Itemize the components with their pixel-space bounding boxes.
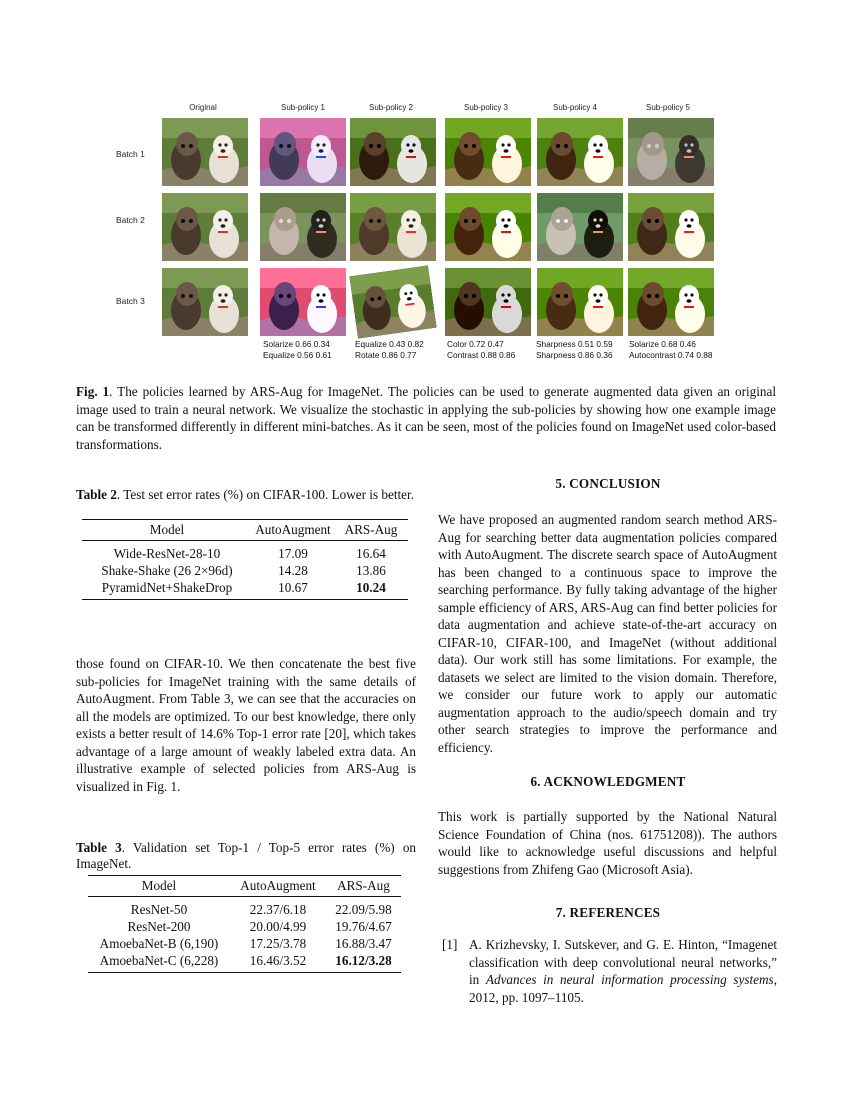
reference-tail: , 2012, pp. 1097–1105.	[469, 972, 777, 1005]
dog-image-thumbnail	[260, 268, 346, 336]
dog-image-thumbnail	[260, 193, 346, 261]
dog-image-thumbnail	[445, 193, 531, 261]
column-header-sub-policy-1: Sub-policy 1	[280, 103, 326, 112]
table-cell: 22.09/5.98	[335, 902, 392, 917]
dog-image-thumbnail	[260, 118, 346, 186]
table-cell: 10.24	[356, 580, 386, 595]
table-header-cell: ARS-Aug	[337, 878, 390, 893]
table-cell: ResNet-200	[127, 919, 191, 934]
column-header-original: Original	[189, 103, 217, 112]
ops-sub-policy-5	[629, 339, 713, 361]
table-header-cell: Model	[141, 878, 177, 893]
dog-image-thumbnail	[350, 193, 436, 261]
dog-image-thumbnail	[349, 266, 436, 339]
table-cell: Wide-ResNet-28-10	[113, 546, 221, 561]
table-row	[88, 952, 401, 973]
table-2-label: Table 2	[76, 487, 117, 502]
table-header-cell: Model	[149, 522, 185, 537]
dog-image-thumbnail	[350, 118, 436, 186]
dog-image-thumbnail	[537, 268, 623, 336]
table-cell: 16.64	[356, 546, 386, 561]
op-line: Sharpness 0.86 0.36	[536, 350, 613, 360]
conclusion-text: We have proposed an augmented random search method ARS-Aug for searching better data augmentation policies compared with AutoAugment. The discrete search space of AutoAugment has been changed to a continuous space to improve the searching performance. By fully taking advantage of the higher sample efficiency of ARS, ARS-Aug can find better policies for data augmentation and achieve state-of-the-art accuracy on CIFAR-10, CIFAR-100, and ImageNet (without additional data). Our work still has some limitations. For example, the datasets we select are limited to the vision domain. Therefore, we consider our future work to apply our automatic augmentation approach to the audio/speech domain and try other search strategies to improve the performance and efficiency.	[438, 512, 777, 755]
reference-body	[469, 936, 777, 1006]
dog-image-thumbnail	[628, 118, 714, 186]
table-row	[82, 562, 408, 579]
table-cell: 17.25/3.78	[249, 936, 307, 951]
row-label-batch-2: Batch 2	[116, 215, 145, 225]
table-cell: 20.00/4.99	[249, 919, 307, 934]
op-line: Solarize 0.66 0.34	[263, 339, 330, 349]
dog-image-thumbnail	[162, 118, 248, 186]
figure-caption-label: Fig. 1	[76, 384, 110, 399]
dog-image-thumbnail	[445, 118, 531, 186]
table-2	[82, 519, 408, 600]
table-cell: 22.37/6.18	[249, 902, 307, 917]
figure-caption-text: . The policies learned by ARS-Aug for ImageNet. The policies can be used to generate augmented data given an original image used to train a neural network. We visualize the stochastic in applying the sub-policies by showing how one example image can be transformed differently in different mini-batches. As it can be seen, most of the policies found on ImageNet used color-based transformations.	[76, 384, 776, 452]
table-cell: ResNet-50	[130, 902, 188, 917]
table-cell: AmoebaNet-B (6,190)	[99, 936, 219, 951]
row-label-batch-1: Batch 1	[116, 149, 145, 159]
op-line: Equalize 0.43 0.82	[355, 339, 424, 349]
ops-sub-policy-2	[355, 339, 424, 361]
figure-1	[100, 100, 740, 362]
dog-image-thumbnail	[628, 193, 714, 261]
table-cell: PyramidNet+ShakeDrop	[101, 580, 233, 595]
column-header-sub-policy-2: Sub-policy 2	[368, 103, 414, 112]
column-header-sub-policy-4: Sub-policy 4	[552, 103, 598, 112]
table-3-caption-text: . Validation set Top-1 / Top-5 error rates (%) on ImageNet.	[76, 840, 417, 871]
table-row	[82, 579, 408, 600]
op-line: Autocontrast 0.74 0.88	[629, 350, 713, 360]
table-row	[88, 935, 401, 952]
references-title: 7. REFERENCES	[555, 905, 661, 920]
op-line: Solarize 0.68 0.46	[629, 339, 696, 349]
reference-item	[442, 936, 777, 1006]
table-2-caption-text: . Test set error rates (%) on CIFAR-100. Lower is better.	[116, 487, 414, 502]
reference-venue: Advances in neural information processing systems	[485, 972, 774, 987]
op-line: Sharpness 0.51 0.59	[536, 339, 613, 349]
table-row	[88, 897, 401, 919]
table-cell: 10.67	[278, 580, 308, 595]
table-header-cell: ARS-Aug	[344, 522, 398, 537]
table-3-label: Table 3	[76, 840, 122, 855]
table-cell: 13.86	[356, 563, 386, 578]
row-label-batch-3: Batch 3	[116, 296, 145, 306]
table-cell: AmoebaNet-C (6,228)	[99, 953, 219, 968]
reference-authors: A. Krizhevsky, I. Sutskever, and G. E. Hinton, “Imagenet classification with deep convolutional neural networks,” in	[469, 937, 777, 987]
op-line: Equalize 0.56 0.61	[263, 350, 332, 360]
dog-image-thumbnail	[445, 268, 531, 336]
table-row	[82, 541, 408, 563]
table-header-row	[88, 876, 401, 897]
dog-image-thumbnail	[537, 118, 623, 186]
table-header-cell: AutoAugment	[240, 878, 316, 893]
left-paragraph: those found on CIFAR-10. We then concatenate the best five sub-policies for ImageNet training with the same details of AutoAugment. From Table 3, we can see that the accuracies on all the models are optimized. To our best knowledge, there only exists a better result of 14.6% Top-1 error rate [20], which takes advantage of a large amount of weakly labeled extra data. An illustrative example of selected policies from ARS-Aug is visualized in Fig. 1.	[76, 656, 416, 794]
ops-sub-policy-1	[263, 339, 332, 361]
dog-image-thumbnail	[162, 268, 248, 336]
conclusion-title: 5. CONCLUSION	[555, 476, 661, 491]
acknowledgment-text: This work is partially supported by the National Natural Science Foundation of China (nos. 61751208)). The authors would like to acknowledge useful discussions and helpful suggestions from Zhifeng Gao (Microsoft Asia).	[438, 809, 777, 877]
table-header-cell: AutoAugment	[255, 522, 331, 537]
ops-sub-policy-3	[447, 339, 515, 361]
reference-number: [1]	[442, 937, 458, 952]
table-cell: 16.88/3.47	[335, 936, 392, 951]
column-header-sub-policy-5: Sub-policy 5	[645, 103, 691, 112]
figure-caption	[76, 383, 776, 453]
op-line: Rotate 0.86 0.77	[355, 350, 417, 360]
op-line: Color 0.72 0.47	[447, 339, 504, 349]
dog-image-thumbnail	[537, 193, 623, 261]
table-3-caption	[76, 840, 416, 872]
acknowledgment-title: 6. ACKNOWLEDGMENT	[530, 774, 686, 789]
table-cell: Shake-Shake (26 2×96d)	[101, 563, 233, 578]
op-line: Contrast 0.88 0.86	[447, 350, 516, 360]
table-cell: 16.12/3.28	[335, 953, 392, 968]
ops-sub-policy-4	[536, 339, 613, 361]
table-cell: 19.76/4.67	[335, 919, 392, 934]
table-header-row	[82, 520, 408, 541]
table-3	[88, 875, 401, 973]
dog-image-thumbnail	[628, 268, 714, 336]
column-header-sub-policy-3: Sub-policy 3	[463, 103, 509, 112]
table-row	[88, 918, 401, 935]
table-cell: 14.28	[278, 563, 308, 578]
table-2-caption	[76, 487, 416, 503]
dog-image-thumbnail	[162, 193, 248, 261]
table-cell: 16.46/3.52	[249, 953, 307, 968]
table-cell: 17.09	[278, 546, 308, 561]
